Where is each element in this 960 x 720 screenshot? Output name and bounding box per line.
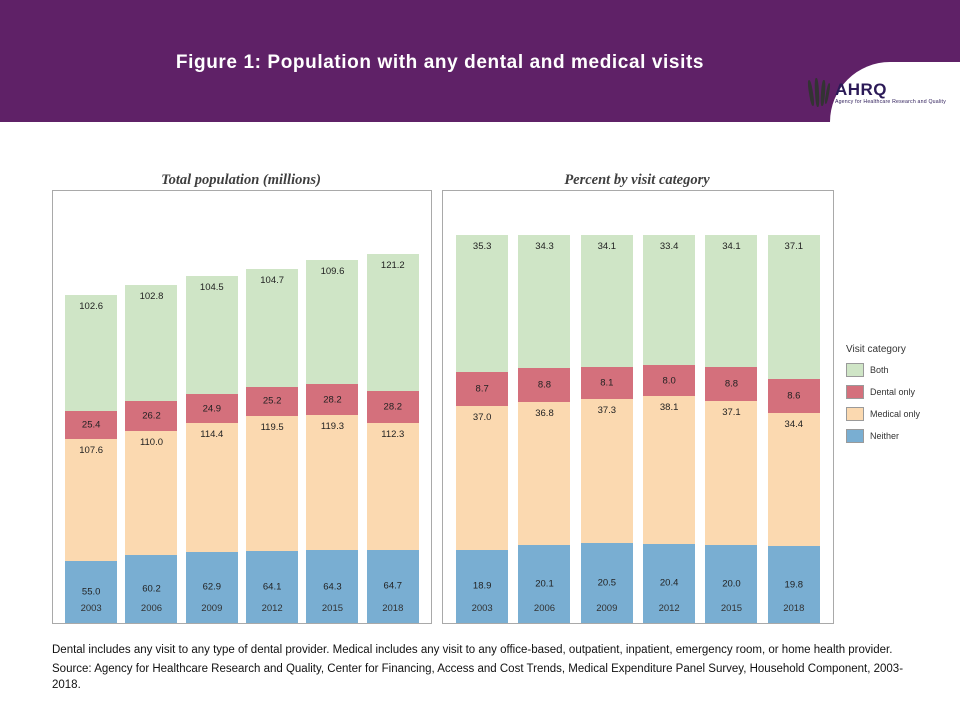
bar-value-label: 109.6 [320,265,345,277]
x-tick-label: 2018 [382,602,404,614]
bar-segment-both [65,295,117,411]
legend-item-neither[interactable] [846,429,956,443]
bar-value-label: 36.8 [535,408,554,420]
plot-area-left [53,191,431,623]
x-tick-label: 2015 [321,602,344,614]
plot-area-right [443,191,833,623]
bar-column [643,199,695,623]
bar-segment-medical-only [65,439,117,561]
bar-column [246,199,298,623]
bar-column [125,199,177,623]
x-axis-left [61,593,423,623]
bar-group-left [61,199,423,623]
ahrq-mark-icon [808,78,830,108]
bar-value-label: 19.8 [784,579,804,591]
bar-value-label: 37.1 [722,407,741,419]
bar-segment-medical-only [367,423,419,550]
bar-segment-dental-only [705,367,757,401]
bar-value-label: 20.0 [722,578,741,590]
legend-label: Both [870,365,889,375]
bar-segment-both [518,235,570,368]
bar-segment-medical-only [246,416,298,551]
bar-value-label: 20.1 [535,578,554,590]
bar-segment-medical-only [705,401,757,545]
bar-group-right [451,199,825,623]
bar-segment-medical-only [768,413,820,546]
ahrq-logo [808,78,946,108]
legend [846,344,956,451]
bar-value-label: 37.0 [472,412,492,424]
bar-value-label: 8.8 [537,379,552,391]
x-axis-right [451,593,825,623]
chart-panel-total-population [52,190,432,624]
bar-segment-both [643,235,695,365]
bar-value-label: 38.1 [659,402,679,414]
bar-value-label: 104.5 [199,282,224,294]
bar-value-label: 20.4 [659,577,679,589]
bar-column [65,199,117,623]
bar-value-label: 25.4 [81,419,101,431]
bar-value-label: 60.2 [142,583,161,595]
bar-segment-medical-only [581,399,633,544]
bar-column [768,199,820,623]
chart-panel-percent [442,190,834,624]
legend-swatch-icon [846,429,864,443]
bar-column [186,199,238,623]
bar-value-label: 55.0 [81,586,101,598]
chart-title-left: Total population (millions) [161,172,321,188]
bar-value-label: 64.3 [323,581,342,593]
bar-column [518,199,570,623]
bar-value-label: 8.7 [475,383,489,395]
bar-segment-both [186,276,238,394]
bar-segment-both [367,254,419,391]
bar-column [705,199,757,623]
bar-value-label: 8.0 [662,375,676,387]
bar-segment-dental-only [306,384,358,416]
bar-segment-medical-only [306,415,358,550]
bar-segment-dental-only [125,401,177,431]
bar-value-label: 107.6 [79,445,104,457]
bar-value-label: 121.2 [380,260,405,272]
x-tick-label: 2018 [783,602,805,614]
bar-value-label: 24.9 [202,403,222,415]
bar-segment-both [246,269,298,387]
x-tick-label: 2012 [658,602,680,614]
x-tick-label: 2009 [201,602,223,614]
bar-value-label: 28.2 [383,401,403,413]
bar-value-label: 35.3 [472,241,492,253]
bar-segment-dental-only [643,365,695,396]
bar-value-label: 34.1 [722,241,741,253]
bar-value-label: 110.0 [139,436,164,448]
legend-item-dental-only[interactable] [846,385,956,399]
bar-column [581,199,633,623]
bar-value-label: 34.1 [597,241,617,253]
bar-value-label: 20.5 [597,577,617,589]
bar-value-label: 37.1 [784,241,804,253]
x-tick-label: 2012 [261,602,283,614]
bar-value-label: 104.7 [260,274,285,286]
bar-value-label: 8.8 [724,378,739,390]
bar-value-label: 33.4 [659,241,679,253]
bar-segment-dental-only [456,372,508,406]
bar-segment-dental-only [581,367,633,398]
footnote-definition: Dental includes any visit to any type of dental provider. Medical includes any visit to any office-based, outpatient, inpatient, emergency room, or home health provider. [52,644,893,656]
bar-value-label: 18.9 [472,580,492,592]
bar-value-label: 102.8 [139,290,164,302]
bar-value-label: 64.7 [383,580,403,592]
bar-value-label: 112.3 [381,428,405,440]
bar-segment-dental-only [768,379,820,412]
bar-segment-medical-only [518,402,570,545]
legend-swatch-icon [846,407,864,421]
bar-segment-medical-only [456,406,508,550]
x-tick-label: 2003 [80,602,102,614]
bar-value-label: 64.1 [262,581,282,593]
legend-swatch-icon [846,363,864,377]
x-tick-label: 2006 [533,602,556,614]
bar-segment-medical-only [643,396,695,544]
bar-segment-both [125,285,177,401]
bar-segment-both [768,235,820,379]
bar-value-label: 8.1 [600,377,614,389]
bar-segment-dental-only [518,368,570,402]
bar-segment-dental-only [246,387,298,415]
bar-value-label: 8.6 [787,390,801,402]
bar-segment-both [456,235,508,372]
bar-value-label: 102.6 [79,300,104,312]
bar-value-label: 119.3 [320,421,344,433]
bar-value-label: 119.5 [260,421,284,433]
legend-label: Medical only [870,409,921,419]
bar-value-label: 62.9 [202,581,222,593]
page-title: Figure 1: Population with any dental and medical visits [175,52,705,73]
bar-value-label: 37.3 [597,404,617,416]
bar-value-label: 25.2 [262,395,282,407]
x-tick-label: 2003 [471,602,493,614]
footnotes [52,642,922,696]
footnote-source: Source: Agency for Healthcare Research and Quality, Center for Financing, Access and Cost Trends, Medical Expenditure Panel Survey, Household Component, 2003-2018. [52,662,904,692]
bar-column [367,199,419,623]
chart-title-right: Percent by visit category [564,172,710,188]
bar-value-label: 28.2 [323,394,342,406]
x-tick-label: 2015 [720,602,743,614]
bar-segment-dental-only [367,391,419,423]
bar-segment-both [306,260,358,384]
x-tick-label: 2006 [140,602,163,614]
legend-swatch-icon [846,385,864,399]
logo-tagline: Agency for Healthcare Research and Quality [834,98,946,105]
bar-value-label: 34.4 [784,418,804,430]
bar-column [306,199,358,623]
legend-label: Dental only [870,387,916,397]
bar-column [456,199,508,623]
logo-name: AHRQ [834,79,887,99]
bar-value-label: 114.4 [200,428,224,440]
bar-segment-dental-only [186,394,238,422]
bar-value-label: 34.3 [535,241,554,253]
bar-value-label: 26.2 [142,410,161,422]
legend-title: Visit category [846,344,906,355]
bar-segment-medical-only [186,423,238,552]
bar-segment-both [581,235,633,367]
bar-segment-dental-only [65,411,117,440]
legend-item-both[interactable] [846,363,956,377]
bar-segment-both [705,235,757,367]
legend-item-medical-only[interactable] [846,407,956,421]
bar-segment-medical-only [125,431,177,555]
legend-label: Neither [870,431,900,441]
x-tick-label: 2009 [596,602,618,614]
